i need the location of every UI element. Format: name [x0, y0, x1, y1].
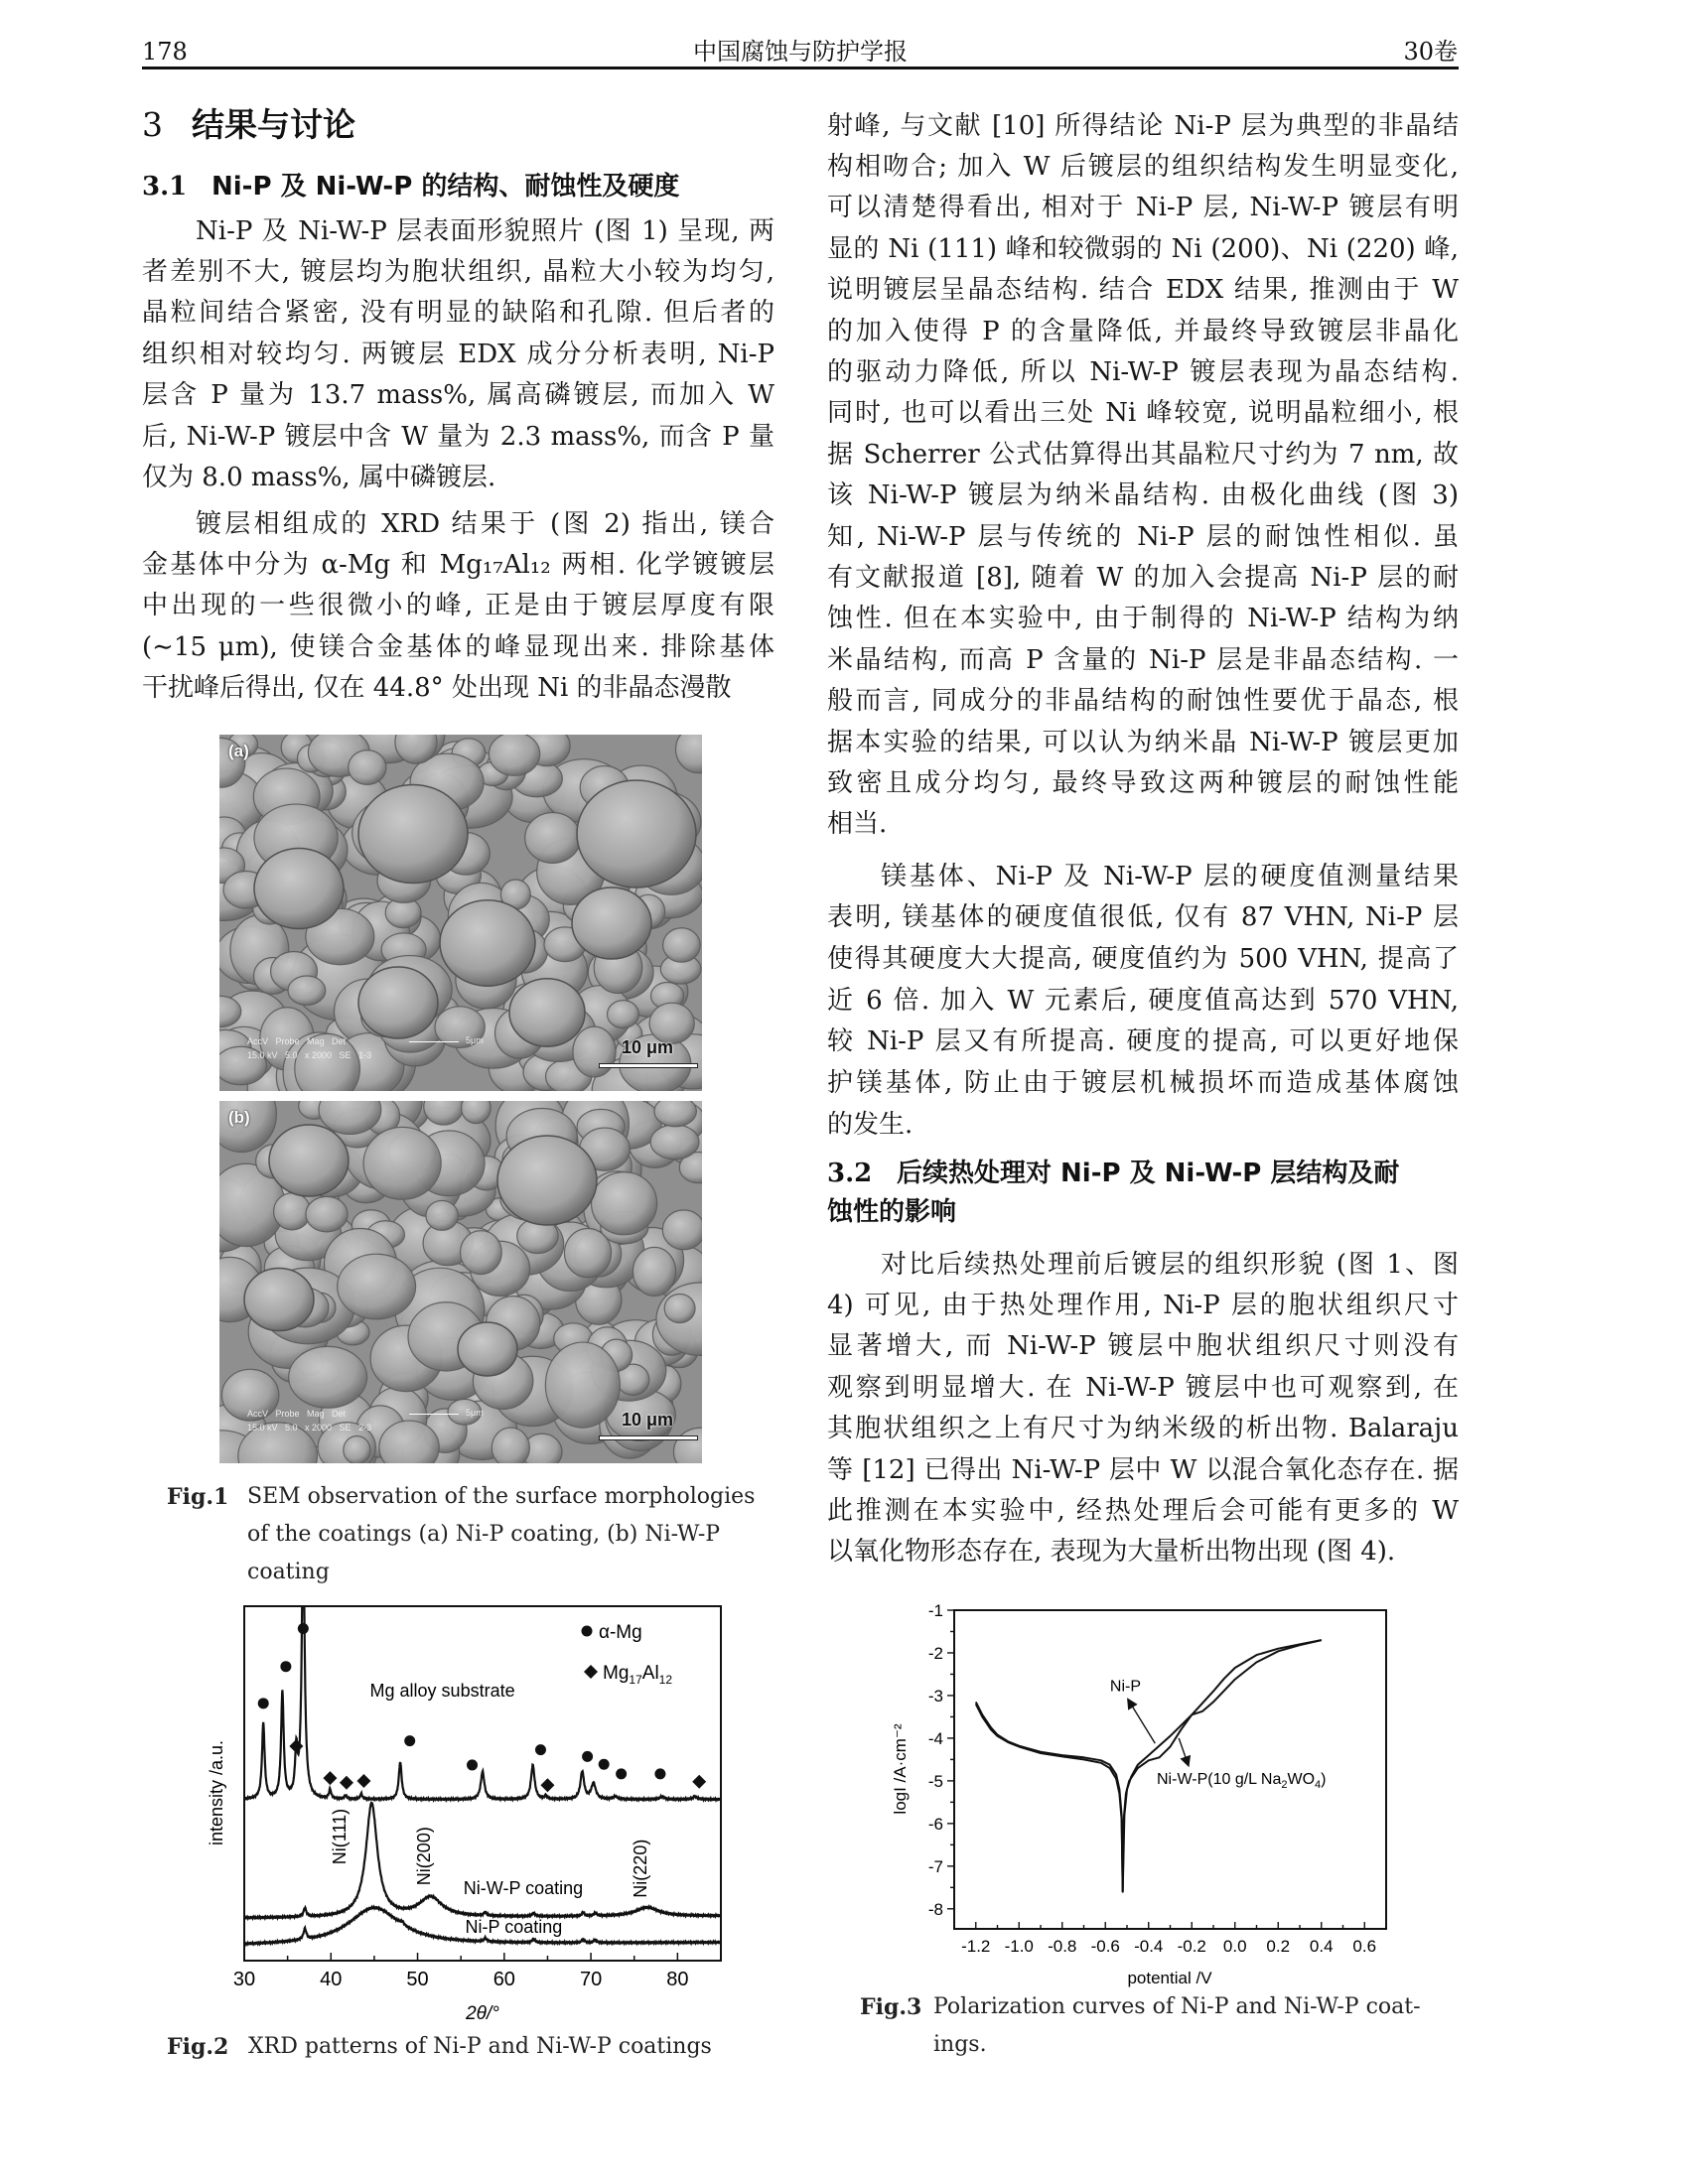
x-tick-label: -0.4: [1134, 1937, 1164, 1956]
paragraph-line: 金基体中分为 α-Mg 和 Mg₁₇Al₁₂ 两相. 化学镀镀层: [142, 549, 774, 580]
paragraph-line: 其胞状组织之上有尺寸为纳米级的析出物. Balaraju: [827, 1414, 1459, 1444]
legend-label-part: 12: [658, 1673, 673, 1687]
panel-label: (b): [228, 1108, 250, 1127]
x-tick-label: 80: [666, 1969, 689, 1990]
inner-scale-label: 5μm: [466, 1408, 484, 1418]
x-tick-label: 50: [406, 1969, 429, 1990]
paragraph-line: 仅为 8.0 mass%, 属中磷镀层.: [142, 462, 496, 492]
journal-title: 中国腐蚀与防护学报: [693, 38, 908, 66]
peak-label: Ni(220): [630, 1839, 650, 1898]
x-tick-label: 40: [320, 1969, 343, 1990]
y-axis-label: intensity /a.u.: [207, 1739, 226, 1846]
y-tick-label: -6: [927, 1814, 943, 1834]
x-tick-label: 70: [579, 1969, 603, 1990]
series-annotation: [1110, 1679, 1141, 1696]
annotation-part: WO: [1287, 1770, 1316, 1788]
subsection-title: 后续热处理对 Ni-P 及 Ni-W-P 层结构及耐: [897, 1159, 1400, 1188]
annotation-part: Ni-W-P(10 g/L Na: [1157, 1770, 1282, 1788]
page-number: 178: [142, 38, 188, 66]
caption-label: Fig.3: [860, 1994, 922, 2020]
paragraph-line: 的发生.: [827, 1109, 914, 1140]
fig1-caption-line: coating: [247, 1560, 330, 1584]
caption-label: Fig.1: [167, 1484, 229, 1510]
x-axis-label: 2θ/°: [466, 2003, 499, 2024]
paragraph-line: 致密且成分均匀, 最终导致这两种镀层的耐蚀性能: [827, 767, 1459, 798]
x-tick-label: 0.4: [1309, 1937, 1334, 1956]
paragraph-line: 据 Scherrer 公式估算得出其晶粒尺寸约为 7 nm, 故: [827, 439, 1459, 470]
polarization-series-ni-w-p: [976, 1640, 1322, 1892]
paragraph-line: 据本实验的结果, 可以认为纳米晶 Ni-W-P 镀层更加: [827, 727, 1459, 757]
paragraph-line: 表明, 镁基体的硬度值很低, 仅有 87 VHN, Ni-P 层: [827, 902, 1459, 933]
fig2-caption-text: XRD patterns of Ni-P and Ni-W-P coatings: [248, 2034, 712, 2059]
annotation-part: 2: [1281, 1778, 1288, 1791]
paragraph-line: 知, Ni-W-P 层与传统的 Ni-P 层的耐蚀性相似. 虽: [827, 521, 1459, 552]
x-tick-label: -1.2: [961, 1937, 991, 1956]
y-tick-label: -2: [927, 1643, 943, 1663]
paragraph-line: 组织相对较均匀. 两镀层 EDX 成分分析表明, Ni-P: [142, 339, 774, 369]
paragraph-line: 般而言, 同成分的非晶结构的耐蚀性要优于晶态, 根: [827, 686, 1459, 717]
x-tick-label: 0.6: [1352, 1937, 1377, 1956]
paragraph-line: 此推测在本实验中, 经热处理后会可能有更多的 W: [827, 1495, 1459, 1526]
paragraph-line: 镁基体、Ni-P 及 Ni-W-P 层的硬度值测量结果: [881, 861, 1459, 891]
plot-frame: [954, 1610, 1386, 1929]
peak-label: Ni(200): [413, 1827, 434, 1886]
paragraph-line: 中出现的一些很微小的峰, 正是由于镀层厚度有限: [142, 591, 774, 621]
y-tick-label: -4: [927, 1728, 943, 1748]
subsection-number: 3.2: [827, 1159, 873, 1188]
annotation-part: 4: [1315, 1778, 1322, 1791]
annotation-arrow: [1179, 1738, 1188, 1765]
series-annotation: [1157, 1771, 1327, 1791]
series-label: Ni-P coating: [465, 1917, 563, 1938]
fig1-caption-line: SEM observation of the surface morphologies: [247, 1484, 756, 1509]
paragraph-line: 等 [12] 已得出 Ni-W-P 层中 W 以混合氧化态存在. 据: [827, 1454, 1459, 1485]
x-tick-label: -0.8: [1048, 1937, 1077, 1956]
series-label: Mg alloy substrate: [369, 1681, 515, 1702]
paragraph-line: 使得其硬度大大提高, 硬度值约为 500 VHN, 提高了: [827, 943, 1459, 974]
fig3-caption-line: ings.: [933, 2032, 987, 2057]
paragraph-line: 显著增大, 而 Ni-W-P 镀层中胞状组织尺寸则没有: [827, 1331, 1459, 1362]
paragraph-line: 观察到明显增大. 在 Ni-W-P 镀层中也可观察到, 在: [827, 1372, 1459, 1403]
x-tick-label: -1.0: [1004, 1937, 1034, 1956]
paragraph-line: 构相吻合; 加入 W 后镀层的组织结构发生明显变化,: [827, 151, 1459, 182]
sem-info-values: 15.0 kV 5.0 x 2000 SE 1-3: [247, 1050, 372, 1060]
annotation-part: Ni-P: [1109, 1678, 1142, 1696]
paragraph-line: 有文献报道 [8], 随着 W 的加入会提高 Ni-P 层的耐: [827, 562, 1459, 593]
paragraph-line: 的加入使得 P 的含量降低, 并最终导致镀层非晶化: [827, 316, 1459, 346]
y-tick-label: -3: [927, 1686, 943, 1706]
x-tick-label: -0.2: [1177, 1937, 1206, 1956]
annotation-part: ): [1321, 1770, 1327, 1788]
subsection-heading-3-2-cont: 蚀性的影响: [827, 1197, 957, 1227]
sem-info-headers: AccV Probe Mag Det: [247, 1409, 347, 1419]
paragraph-line: (∼15 μm), 使镁合金基体的峰显现出来. 排除基体: [142, 631, 774, 662]
legend-label-part: 17: [629, 1673, 642, 1687]
paragraph-line: 晶粒间结合紧密, 没有明显的缺陷和孔隙. 但后者的: [142, 298, 774, 329]
section-number: 3: [142, 105, 163, 144]
paragraph-line: 可以清楚得看出, 相对于 Ni-P 层, Ni-W-P 镀层有明: [827, 193, 1459, 223]
x-axis-label: potential /V: [1127, 1969, 1212, 1987]
sem-info-values: 15.0 kV 5.0 x 2000 SE 2-3: [247, 1423, 372, 1433]
paragraph-line: 射峰, 与文献 [10] 所得结论 Ni-P 层为典型的非晶结: [827, 110, 1459, 141]
fig1-caption-line: of the coatings (a) Ni-P coating, (b) Ni-W-P: [247, 1522, 721, 1547]
polarization-series-ni-p: [976, 1640, 1322, 1892]
volume-label: 30卷: [1403, 38, 1458, 66]
y-tick-label: -7: [927, 1856, 943, 1876]
paragraph-line: 后, Ni-W-P 镀层中含 W 量为 2.3 mass%, 而含 P 量: [142, 421, 774, 452]
peak-label: Ni(111): [330, 1808, 351, 1865]
paragraph-line: 4) 可见, 由于热处理作用, Ni-P 层的胞状组织尺寸: [827, 1290, 1459, 1320]
scale-bar-label: 10 μm: [622, 1037, 674, 1057]
legend-alpha-mg-label: α-Mg: [599, 1622, 642, 1643]
paragraph-line: 干扰峰后得出, 仅在 44.8° 处出现 Ni 的非晶态漫散: [142, 673, 732, 704]
subsection-title: Ni-P 及 Ni-W-P 的结构、耐蚀性及硬度: [211, 172, 680, 202]
x-tick-label: 60: [492, 1969, 515, 1990]
fig2-caption-label: [167, 2028, 228, 2067]
paragraph-line: 较 Ni-P 层又有所提高. 硬度的提高, 可以更好地保: [827, 1026, 1459, 1057]
series-label: Ni-W-P coating: [463, 1878, 584, 1899]
paragraph-line: 层含 P 量为 13.7 mass%, 属高磷镀层, 而加入 W: [142, 380, 774, 411]
paragraph-line: 蚀性. 但在本实验中, 由于制得的 Ni-W-P 结构为纳: [827, 604, 1459, 634]
y-tick-label: -1: [927, 1601, 943, 1620]
fig3-caption-line: Polarization curves of Ni-P and Ni-W-P coat-: [933, 1994, 1421, 2019]
sem-info-headers: AccV Probe Mag Det: [247, 1036, 347, 1046]
paragraph-line: 的驱动力降低, 所以 Ni-W-P 镀层表现为晶态结构.: [827, 356, 1459, 387]
x-tick-label: 0.2: [1266, 1937, 1291, 1956]
paragraph-line: 显的 Ni (111) 峰和较微弱的 Ni (200)、Ni (220) 峰,: [827, 233, 1459, 264]
paragraph-line: 该 Ni-W-P 镀层为纳米晶结构. 由极化曲线 (图 3): [827, 480, 1459, 511]
y-tick-label: -8: [927, 1899, 943, 1919]
subsection-number: 3.1: [142, 172, 188, 202]
legend-label-part: Mg: [603, 1663, 630, 1684]
paragraph-line: 对比后续热处理前后镀层的组织形貌 (图 1、图: [881, 1249, 1459, 1280]
paragraph-line: 以氧化物形态存在, 表现为大量析出物出现 (图 4).: [827, 1537, 1396, 1568]
paragraph-line: 相当.: [827, 809, 888, 840]
paragraph-line: Ni-P 及 Ni-W-P 层表面形貌照片 (图 1) 呈现, 两: [196, 215, 774, 246]
paragraph-line: 近 6 倍. 加入 W 元素后, 硬度值高达到 570 VHN,: [827, 985, 1459, 1016]
x-tick-label: 30: [232, 1969, 256, 1990]
paragraph-line: 说明镀层呈晶态结构. 结合 EDX 结果, 推测由于 W: [827, 275, 1459, 306]
paragraph-line: 米晶结构, 而高 P 含量的 Ni-P 层是非晶态结构. 一: [827, 644, 1459, 675]
y-axis-label: logI /A·cm⁻²: [891, 1723, 910, 1815]
caption-label: Fig.2: [167, 2034, 229, 2060]
panel-label: (a): [228, 742, 249, 760]
annotation-arrow: [1129, 1701, 1156, 1743]
y-tick-label: -5: [927, 1771, 943, 1791]
x-tick-label: 0.0: [1222, 1937, 1247, 1956]
section-title: 结果与讨论: [192, 105, 355, 144]
legend-label-part: Al: [641, 1663, 659, 1684]
x-tick-label: -0.6: [1090, 1937, 1120, 1956]
paragraph-line: 同时, 也可以看出三处 Ni 峰较宽, 说明晶粒细小, 根: [827, 398, 1459, 429]
paragraph-line: 者差别不大, 镀层均为胞状组织, 晶粒大小较为均匀,: [142, 256, 774, 287]
paragraph-line: 镀层相组成的 XRD 结果于 (图 2) 指出, 镁合: [196, 508, 774, 539]
paragraph-line: 护镁基体, 防止由于镀层机械损坏而造成基体腐蚀: [827, 1068, 1459, 1098]
fig3-caption-label: [860, 1988, 921, 2027]
inner-scale-label: 5μm: [466, 1035, 484, 1045]
scale-bar-label: 10 μm: [622, 1410, 674, 1430]
